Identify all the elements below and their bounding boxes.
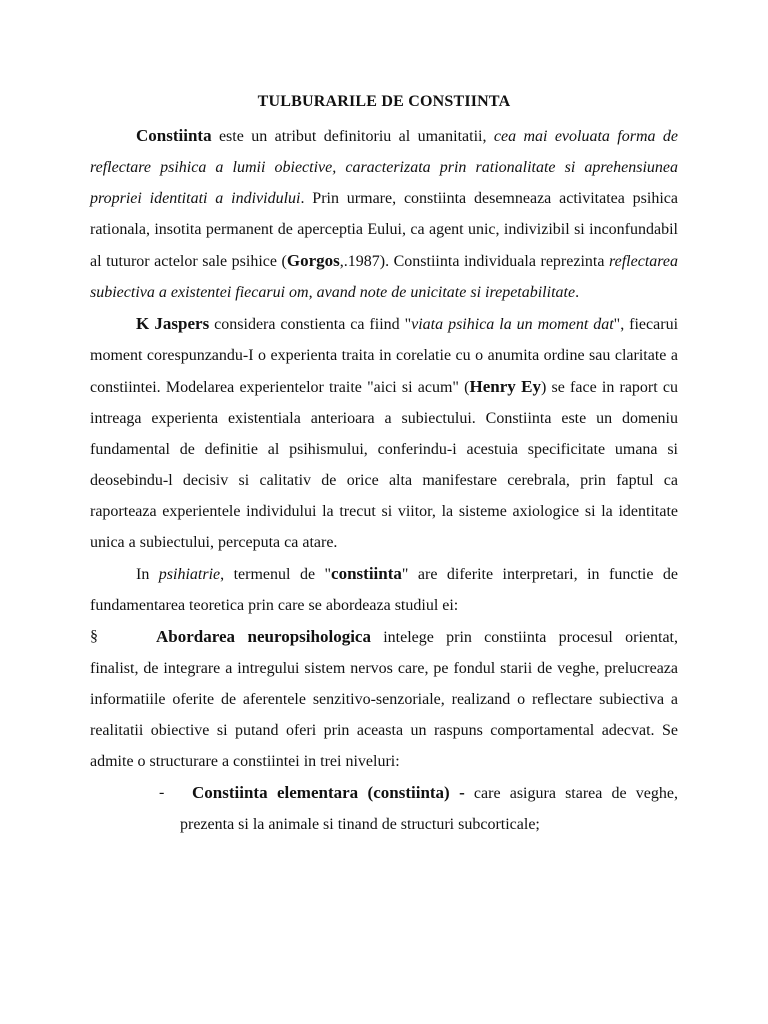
document-title: TULBURARILE DE CONSTIINTA (257, 93, 511, 110)
author-jaspers: K Jaspers (136, 314, 210, 333)
author-henry-ey: Henry Ey (469, 377, 542, 396)
term-constiinta: Constiinta (136, 126, 212, 145)
bullet-neuropsihologica (90, 621, 678, 777)
paragraph-jaspers (90, 308, 678, 558)
text-segment: . (575, 284, 580, 301)
text-segment: intelege prin constiinta procesul orientat, finalist, de integrare a intregului sistem nervos care, pe fondul starii de veghe, prelucreaza informatiile oferite de aferentele senzitivo-senzoriale, realizand o reflectare subiectiva a realitatii obiective si putand oferi prin aceasta un raspuns comportamental adecvat. Se admite o structurare a constiintei in trei niveluri: (90, 629, 678, 770)
term-abordarea-neuropsihologica: Abordarea neuropsihologica (156, 627, 371, 646)
text-segment: este un atribut definitoriu al umanitatii, (211, 128, 494, 145)
italic-term: psihiatrie (158, 566, 221, 583)
text-segment: In (136, 566, 159, 583)
text-segment: ", fiecarui moment corespunzandu-I o experienta traita in corelatie cu o anumita ordine sau claritate a constiintei. Modelarea experientelor traite "aici si acum" ( (90, 316, 679, 396)
text-segment: care asigura starea de veghe, prezenta si la animale si tinand de structuri subcorticale; (180, 785, 678, 833)
term-constiinta-elementara: Constiinta elementara (constiinta) - (192, 783, 465, 802)
italic-definition: cea mai evoluata forma de reflectare psihica a lumii obiective, caracterizata prin rationalitate si aprehensiunea propriei identitati a individului (90, 128, 679, 207)
text-segment: ,.1987). Constiinta individuala reprezinta (339, 253, 609, 270)
paragraph-constiinta-definition (90, 120, 678, 308)
italic-definition: reflectarea subiectiva a existentei fiecarui om, avand note de unicitate si irepetabilitate (90, 253, 679, 301)
bullet-text (90, 621, 678, 777)
document-body (90, 120, 678, 840)
paragraph-psihiatrie (90, 558, 678, 621)
list-item-text (180, 777, 678, 840)
list-item-constiinta-elementara (159, 777, 678, 840)
text-segment: , termenul de " (220, 566, 332, 583)
text-segment: considera constienta ca fiind " (209, 316, 412, 333)
text-segment: " are diferite interpretari, in functie de fundamentarea teoretica prin care se abordeaza studiul ei: (90, 566, 678, 614)
dash-bullet-mark: - (159, 784, 165, 801)
text-segment: ) se face in raport cu intreaga experienta existentiala anterioara a subiectului. Constiinta este un domeniu fundamental de definitie al psihismului, conferindu-i acestuia specificitate umana si deosebindu-l decisiv si calitativ de orice alta manifestare cerebrala, prin faptul ca raporteaza experientele individului la trecut si viitor, la sisteme axiologice si la identitate unica a subiectului, perceputa ca atare. (90, 379, 678, 551)
text-segment: . Prin urmare, constiinta desemneaza activitatea psihica rationala, insotita permanent de aperceptia Eului, ca agent unic, indivizibil si inconfundabil al tuturor actelor sale psihice ( (90, 190, 679, 270)
term-constiinta: constiinta (331, 564, 402, 583)
italic-quote: viata psihica la un moment dat (411, 316, 614, 333)
author-gorgos: Gorgos (286, 251, 340, 270)
section-bullet-mark: § (90, 628, 98, 645)
